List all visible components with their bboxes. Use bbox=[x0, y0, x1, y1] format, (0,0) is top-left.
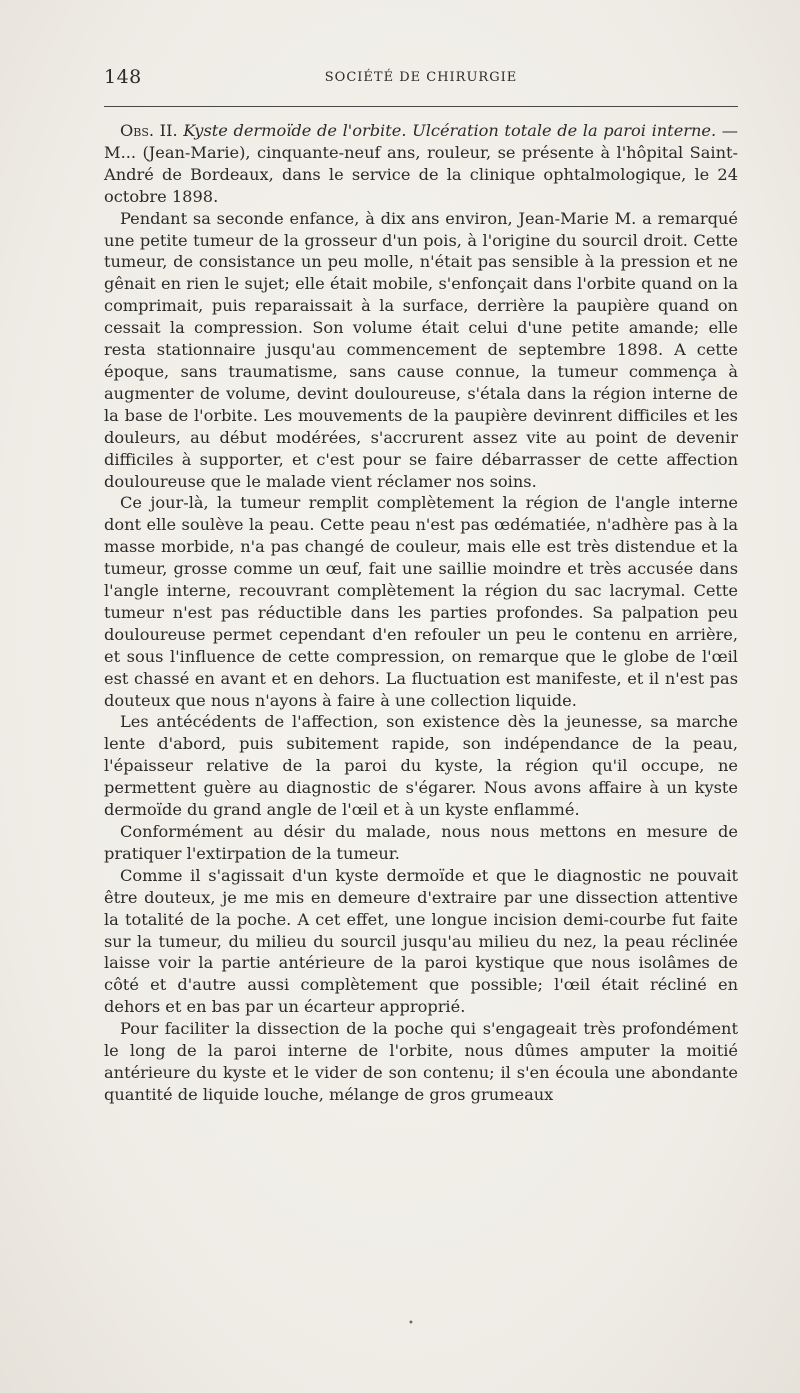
observation-label: Obs. II. bbox=[120, 121, 178, 140]
page-number: 148 bbox=[104, 66, 142, 88]
header-rule bbox=[104, 106, 738, 107]
print-speck: • bbox=[408, 1318, 414, 1329]
observation-title: Kyste dermoïde de l'orbite. Ulcération totale de la paroi interne. — bbox=[183, 121, 738, 140]
observation-heading-paragraph bbox=[104, 120, 738, 208]
paragraph-examination: Ce jour-là, la tumeur remplit complètement la région de l'angle interne dont elle soulève la peau. Cette peau n'est pas œdématiée, n'adhère pas à la masse morbide, n'a pas changé de couleur, mais elle est très distendue et la tumeur, grosse comme un œuf, fait une saillie moindre et très accusée dans l'angle interne, recouvrant complètement la région du sac lacrymal. Cette tumeur n'est pas réductible dans les parties profondes. Sa palpation peu douloureuse permet cependant d'en refouler un peu le contenu en arrière, et sous l'influence de cette compression, on remarque que le globe de l'œil est chassé en avant et en dehors. La fluctuation est manifeste, et il n'est pas douteux que nous n'ayons à faire à une collection liquide. bbox=[104, 493, 738, 710]
running-head: SOCIÉTÉ DE CHIRURGIE bbox=[324, 70, 518, 85]
paragraph-dissection: Pour faciliter la dissection de la poche qui s'engageait très profondément le long de la paroi interne de l'orbite, nous dûmes amputer la moitié antérieure du kyste et le vider de son contenu; il s'en écoula une abondante quantité de liquide louche, mélange de gros grumeaux bbox=[104, 1019, 738, 1104]
paragraph-diagnosis: Les antécédents de l'affection, son existence dès la jeunesse, sa marche lente d'abord, puis subitement rapide, son indépendance de la peau, l'épaisseur relative de la paroi du kyste, la région qu'il occupe, ne permettent guère au diagnostic de s'égarer. Nous avons affaire à un kyste dermoïde du grand angle de l'œil et à un kyste enflammé. bbox=[104, 712, 738, 820]
observation-intro: M... (Jean-Marie), cinquante-neuf ans, rouleur, se présente à l'hôpital Saint-André de Bordeaux, dans le service de la clinique ophtalmologique, le 24 octobre 1898. bbox=[104, 142, 738, 206]
paragraph-decision: Conformément au désir du malade, nous nous mettons en mesure de pratiquer l'extirpation de la tumeur. bbox=[104, 822, 738, 863]
paragraph-operation: Comme il s'agissait d'un kyste dermoïde et que le diagnostic ne pouvait être douteux, je me mis en demeure d'extraire par une dissection attentive la totalité de la poche. A cet effet, une longue incision demi-courbe fut faite sur la tumeur, du milieu du sourcil jusqu'au milieu du nez, la peau réclinée laisse voir la partie antérieure de la paroi kystique que nous isolâmes de côté et d'autre aussi complètement que possible; l'œil était récliné en dehors et en bas par un écarteur approprié. bbox=[104, 865, 738, 1017]
page-header bbox=[104, 66, 738, 92]
paragraph-history: Pendant sa seconde enfance, à dix ans environ, Jean-Marie M. a remarqué une petite tumeur de la grosseur d'un pois, à l'origine du sourcil droit. Cette tumeur, de consistance un peu molle, n'était pas sensible à la pression et ne gênait en rien le sujet; elle était mobile, s'enfonçait dans l'orbite quand on la comprimait, puis reparaissait à la surface, derrière la paupière quand on cessait la compression. Son volume était celui d'une petite amande; elle resta stationnaire jusqu'au commencement de septembre 1898. A cette époque, sans traumatisme, sans cause connue, la tumeur commença à augmenter de volume, devint douloureuse, s'étala dans la région interne de la base de l'orbite. Les mouvements de la paupière devinrent difficiles et les douleurs, au début modérées, s'accrurent assez vite au point de devenir difficiles à supporter, et c'est pour se faire débarrasser de cette affection douloureuse que le malade vient réclamer nos soins. bbox=[104, 208, 738, 491]
body-text bbox=[104, 120, 738, 1106]
